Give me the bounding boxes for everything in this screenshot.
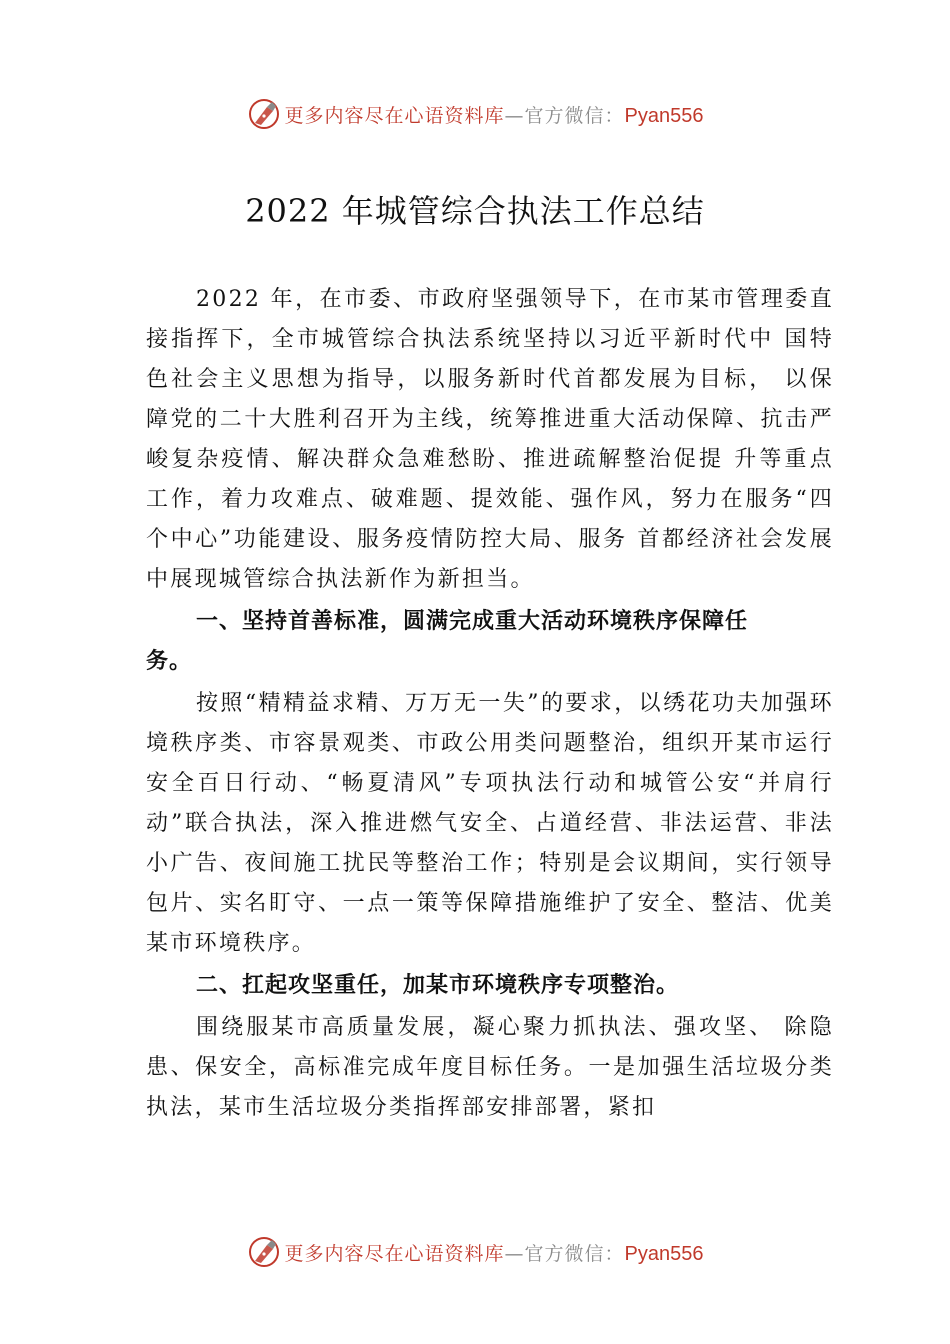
footer-watermark bbox=[0, 1232, 950, 1272]
document-body bbox=[146, 280, 834, 1128]
watermark-wechat-id: Pyan556 bbox=[624, 104, 704, 127]
watermark-library-name: 更多内容尽在心语资料库 bbox=[284, 1242, 505, 1265]
pen-nib-logo-icon bbox=[247, 1235, 281, 1269]
section-2-paragraph: 围绕服某市高质量发展，凝心聚力抓执法、强攻坚、 除隐患、保安全，高标准完成年度目标任务。一是加强生活垃圾分类执法，某市生活垃圾分类指挥部安排部署，紧扣 bbox=[146, 1015, 834, 1120]
watermark-library-name: 更多内容尽在心语资料库 bbox=[284, 104, 505, 127]
header-watermark bbox=[0, 94, 950, 134]
document-title: 2022 年城管综合执法工作总结 bbox=[245, 192, 705, 230]
watermark-text bbox=[285, 1239, 704, 1266]
watermark-wechat-label: —官方微信： bbox=[504, 104, 625, 127]
section-1-paragraph: 按照“精精益求精、万万无一失”的要求，以绣花功夫加强环境秩序类、市容景观类、市政公用类问题整治，组织开某市运行安全百日行动、“畅夏清风”专项执法行动和城管公安“并肩行动”联合执法，深入推进燃气安全、占道经营、非法运营、非法小广告、夜间施工扰民等整治工作；特别是会议期间，实行领导包片、实名盯守、一点一策等保障措施维护了安全、整洁、优美某市环境秩序。 bbox=[146, 691, 834, 956]
watermark-text bbox=[285, 101, 704, 128]
section-heading-1: 一、坚持首善标准，圆满完成重大活动环境秩序保障任务。 bbox=[146, 609, 749, 674]
pen-nib-logo-icon bbox=[247, 97, 281, 131]
watermark-wechat-label: —官方微信： bbox=[504, 1242, 625, 1265]
section-heading-2: 二、扛起攻坚重任，加某市环境秩序专项整治。 bbox=[196, 973, 680, 998]
intro-paragraph: 2022 年，在市委、市政府坚强领导下，在市某市管理委直接指挥下，全市城管综合执法系统坚持以习近平新时代中 国特色社会主义思想为指导，以服务新时代首都发展为目标， 以保障党的二十大胜利召开为主线，统筹推进重大活动保障、抗击严峻复杂疫情、解决群众急难愁盼、推进疏解整治促提 升等重点工作，着力攻难点、破难题、提效能、强作风，努力在服务“四个中心”功能建设、服务疫情防控大局、服务 首都经济社会发展中展现城管综合执法新作为新担当。 bbox=[146, 287, 834, 592]
watermark-wechat-id: Pyan556 bbox=[624, 1242, 704, 1265]
